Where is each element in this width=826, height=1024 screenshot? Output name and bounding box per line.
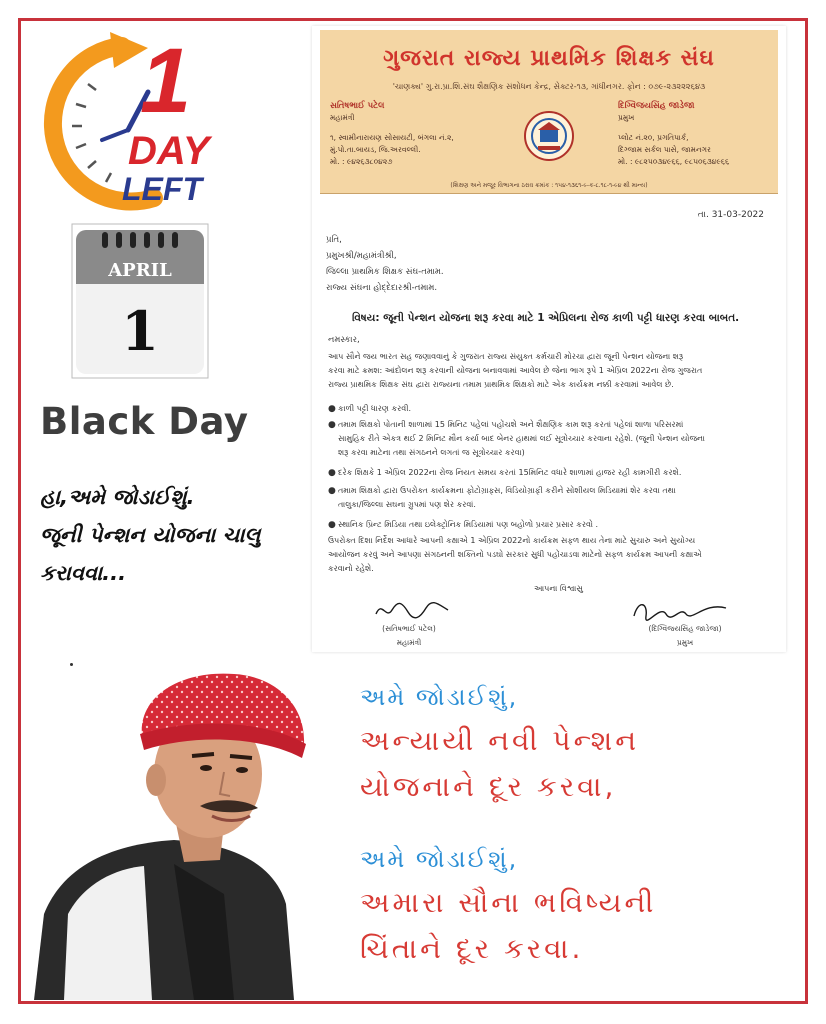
- bullet-line: તમામ શિક્ષકો દ્વારા ઉપરોક્ત કાર્યક્રમના ફોટોગ્રાફ્સ, વિડિયોગ્રાફી કરીને સોશીયલ મિડિયામાં શેર કરવા તથા: [338, 486, 676, 495]
- letter-paragraph-1: [328, 350, 768, 392]
- slogan-line-red: ચિંતાને દૂર કરવા.: [360, 932, 584, 965]
- calendar-month: APRIL: [108, 260, 172, 281]
- letterhead-title: ગુજરાત રાજ્ય પ્રાથમિક શિક્ષક સંઘ: [383, 46, 715, 71]
- letter-closing: આપના વિશ્વાસુ: [534, 584, 583, 593]
- left-signatory-role: મહામંત્રી: [396, 638, 422, 647]
- left-slogan-line: કરાવવા...: [40, 561, 127, 585]
- letter-bullet: ● તમામ શિક્ષકો દ્વારા ઉપરોક્ત કાર્યક્રમના ફોટોગ્રાફ્સ, વિડિયોગ્રાફી કરીને સોશીયલ મિડિયામાં શેર કરવા તથા તાલુકા/જિલ્લા સઘના ગ્રુપમાં પણ શેર કરવાં.: [338, 484, 768, 512]
- letter-paragraph-2: [328, 534, 768, 576]
- letter-subject: વિષય: જૂની પેન્શન યોજના શરૂ કરવા માટે 1 એપ્રિલના રોજ કાળી પટ્ટી ધારણ કરવા બાબત.: [352, 312, 740, 324]
- bullet-line: કાળી પટ્ટી ધારણ કરવી.: [338, 404, 412, 413]
- calendar-day: 1: [121, 299, 159, 363]
- paragraph-line: કરવા માટે ક્રમશ: આંદોલન શરૂ કરવાની યોજના બનાવવામાં આવેલ છે જેના ભાગ રૂપે 1 એપ્રિલ 2022ના રોજ ગુજરાત: [328, 366, 703, 375]
- slogan-line-red: અમારા સૌના ભવિષ્યની: [360, 886, 657, 919]
- letterhead-left-name: સતિષભાઈ પટેલ: [330, 101, 385, 111]
- right-signatory-name: (દિગ્વિજયસિંહ જાડેજા): [648, 624, 722, 633]
- paragraph-line: રાજ્ય પ્રાથમિક શિક્ષક સંઘ દ્વારા રાજ્યના તમામ પ્રાથમિક શિક્ષકો માટે એક કાર્યક્રમ નક્કી કરવામાં આવેલ છે.: [328, 380, 674, 389]
- letterhead-left-phone: મો. : ૯૪૨૬૩૮૦૪૨૭: [330, 157, 393, 166]
- letterhead-right-address: દિગ્જામ સર્કલ પાસે, જામનગર: [618, 145, 711, 154]
- letter-date: તા. 31-03-2022: [697, 210, 764, 220]
- left-slogan-line: હા,અમે જોડાઈશું.: [40, 485, 195, 509]
- letter-bullet: ● તમામ શિક્ષકો પોતાની શાળામાં 15 મિનિટ પહેલાં પહોંચશે અને શૈક્ષણિક કામ શરૂ કરતાં પહેલાં શાળા પરિસરમાં સામુહિક રીતે એકત્ર થઈ 2 મિનિટ મૌન કર્યા બાદ બેનર હાથમાં લઈ સૂત્રોચ્ચાર કરવાના રહેશે. (જૂની પેન્શન યોજના શરૂ કરવા માટેના તથા સંગઠનને લગતાં જ સૂત્રોચ્ચાર કરવા): [338, 418, 768, 460]
- address-line: જિલ્લા પ્રાથમિક શિક્ષક સંઘ-તમામ.: [326, 267, 444, 277]
- bullet-line: શરૂ કરવા માટેના તથા સંગઠનને લગતાં જ સૂત્રોચ્ચાર કરવા): [338, 448, 525, 457]
- calendar-icon: [70, 222, 210, 380]
- paragraph-line: ઉપરોક્ત દિશા નિર્દેશ આધારે આપની કક્ષાએ 1 એપ્રિલ 2022નો કાર્યક્રમ સફળ થાય તેના માટે સુચારુ અને સુયોગ્ય: [328, 536, 696, 545]
- slogan-line-blue: અમે જોડાઈશું,: [360, 683, 519, 711]
- letterhead-right-address: પ્લોટ નં.૨૦, પ્રગતિપાર્ક,: [618, 133, 689, 142]
- letter-address: [326, 232, 444, 296]
- paragraph-line: આપ સૌને જય ભારત સહ જણાવવાનું કે ગુજરાત રાજ્ય સંયુક્ત કર્મચારી મોરચા દ્વારા જૂની પેન્શન યોજના શરૂ: [328, 352, 684, 361]
- address-line: પ્રતિ,: [326, 235, 342, 245]
- letterhead-left-role: મહામંત્રી: [330, 113, 355, 122]
- left-slogan-line: જૂની પેન્શન યોજના ચાલુ: [40, 523, 261, 547]
- address-line: રાજ્ય સંઘના હોદ્દેદારશ્રી-તમામ.: [326, 283, 438, 293]
- paragraph-line: આયોજન કરવું અને આપણા સંગઠનની શક્તિનો પડઘો સરકાર સુધી પહોંચાડવા માટેનો સફળ કાર્યક્રમ આપની કક્ષાએ: [328, 550, 702, 559]
- bullet-line: દરેક શિક્ષકે 1 એપ્રિલ 2022ના રોજ નિયત સમય કરતાં 15મિનિટ વધારે શાળામાં હાજર રહી કામગીરી કરશે.: [338, 468, 682, 477]
- right-signature-icon: [630, 596, 730, 626]
- letter-bullet: ● દરેક શિક્ષકે 1 એપ્રિલ 2022ના રોજ નિયત સમય કરતાં 15મિનિટ વધારે શાળામાં હાજર રહી કામગીરી કરશે.: [338, 466, 768, 480]
- right-signatory-role: પ્રમુખ: [676, 638, 694, 647]
- letterhead-right-block: [618, 100, 768, 168]
- countdown-number: 1: [140, 30, 192, 132]
- letterhead: [320, 30, 778, 194]
- paragraph-line: કરવાનો રહેશે.: [328, 564, 374, 573]
- slogan-line-blue: અમે જોડાઈશું,: [360, 845, 519, 873]
- slogan-line-red: અન્યાયી નવી પેન્શન: [360, 724, 640, 757]
- bullet-line: તાલુકા/જિલ્લા સઘના ગ્રુપમાં પણ શેર કરવાં.: [338, 500, 476, 509]
- letterhead-footer: (શિક્ષણ અને મજૂર વિભાગના ઠરાવ ક્રમાંક : ૧૫૪-૧૩૬૧-૯-ક-૮.૧૮-૧-૯૪ થી માન્ય): [450, 182, 648, 189]
- right-slogans: [360, 676, 800, 972]
- union-emblem-icon: [523, 110, 575, 162]
- letterhead-left-address: ૧, સ્વામીનારાયણ સોસાયટી, બંગલા નં.૨,: [330, 133, 454, 142]
- letterhead-right-phone: મો. : ૯૮૨૫૦૩૪૯૬૬, ૯૮૫૦૬૩૪૯૬૬: [618, 157, 730, 166]
- countdown-day-word: DAY: [128, 129, 210, 173]
- bullet-line: સ્થાનિક પ્રિન્ટ મિડિયા તથા ઇલેક્ટ્રોનિક મિડિયામાં પણ બહોળો પ્રચાર પ્રસાર કરવો .: [338, 520, 599, 529]
- bullet-line: તમામ શિક્ષકો પોતાની શાળામાં 15 મિનિટ પહેલાં પહોંચશે અને શૈક્ષણિક કામ શરૂ કરતાં પહેલાં શાળા પરિસરમાં: [338, 420, 684, 429]
- one-day-left-graphic: [36, 22, 236, 212]
- countdown-left-word: LEFT: [122, 171, 202, 207]
- left-signatory-name: (સતિષભાઈ પટેલ): [382, 624, 436, 633]
- official-letter: [312, 26, 786, 652]
- letterhead-right-role: પ્રમુખ: [618, 113, 635, 122]
- left-signature-icon: [372, 596, 452, 626]
- letterhead-right-name: દિગ્વિજયસિંહ જાડેજા: [618, 101, 695, 111]
- slogan-line-red: યોજનાને દૂર કરવા,: [360, 770, 617, 803]
- black-day-heading: Black Day: [40, 400, 249, 443]
- letterhead-left-block: [330, 100, 500, 168]
- letter-bullet: ● સ્થાનિક પ્રિન્ટ મિડિયા તથા ઇલેક્ટ્રોનિક મિડિયામાં પણ બહોળો પ્રચાર પ્રસાર કરવો .: [338, 518, 768, 532]
- letter-bullet: ● કાળી પટ્ટી ધારણ કરવી.: [338, 402, 768, 416]
- address-line: પ્રમુખશ્રી/મહામંત્રીશ્રી,: [326, 251, 397, 261]
- letterhead-subtitle: 'ચાણક્ય' ગુ.રા.પ્રા.શિ.સંઘ શૈક્ષણિક સંશોધન કેન્દ્ર, સેક્ટર-૧૩, ગાંધીનગર. ફોન : ૦૭૯-૨૩૨૨૨૬૪૩: [392, 82, 706, 91]
- bullet-line: સામુહિક રીતે એકત્ર થઈ 2 મિનિટ મૌન કર્યા બાદ બેનર હાથમાં લઈ સૂત્રોચ્ચાર કરવાના રહેશે. (જૂની પેન્શન યોજના: [338, 434, 705, 443]
- left-slogan: [40, 478, 310, 592]
- letter-greeting: નમસ્કાર,: [328, 335, 360, 345]
- letterhead-left-address: મું.પો.તા.બાયડ, જિ.અરવલ્લી.: [330, 145, 421, 154]
- person-portrait-image: [24, 664, 324, 1000]
